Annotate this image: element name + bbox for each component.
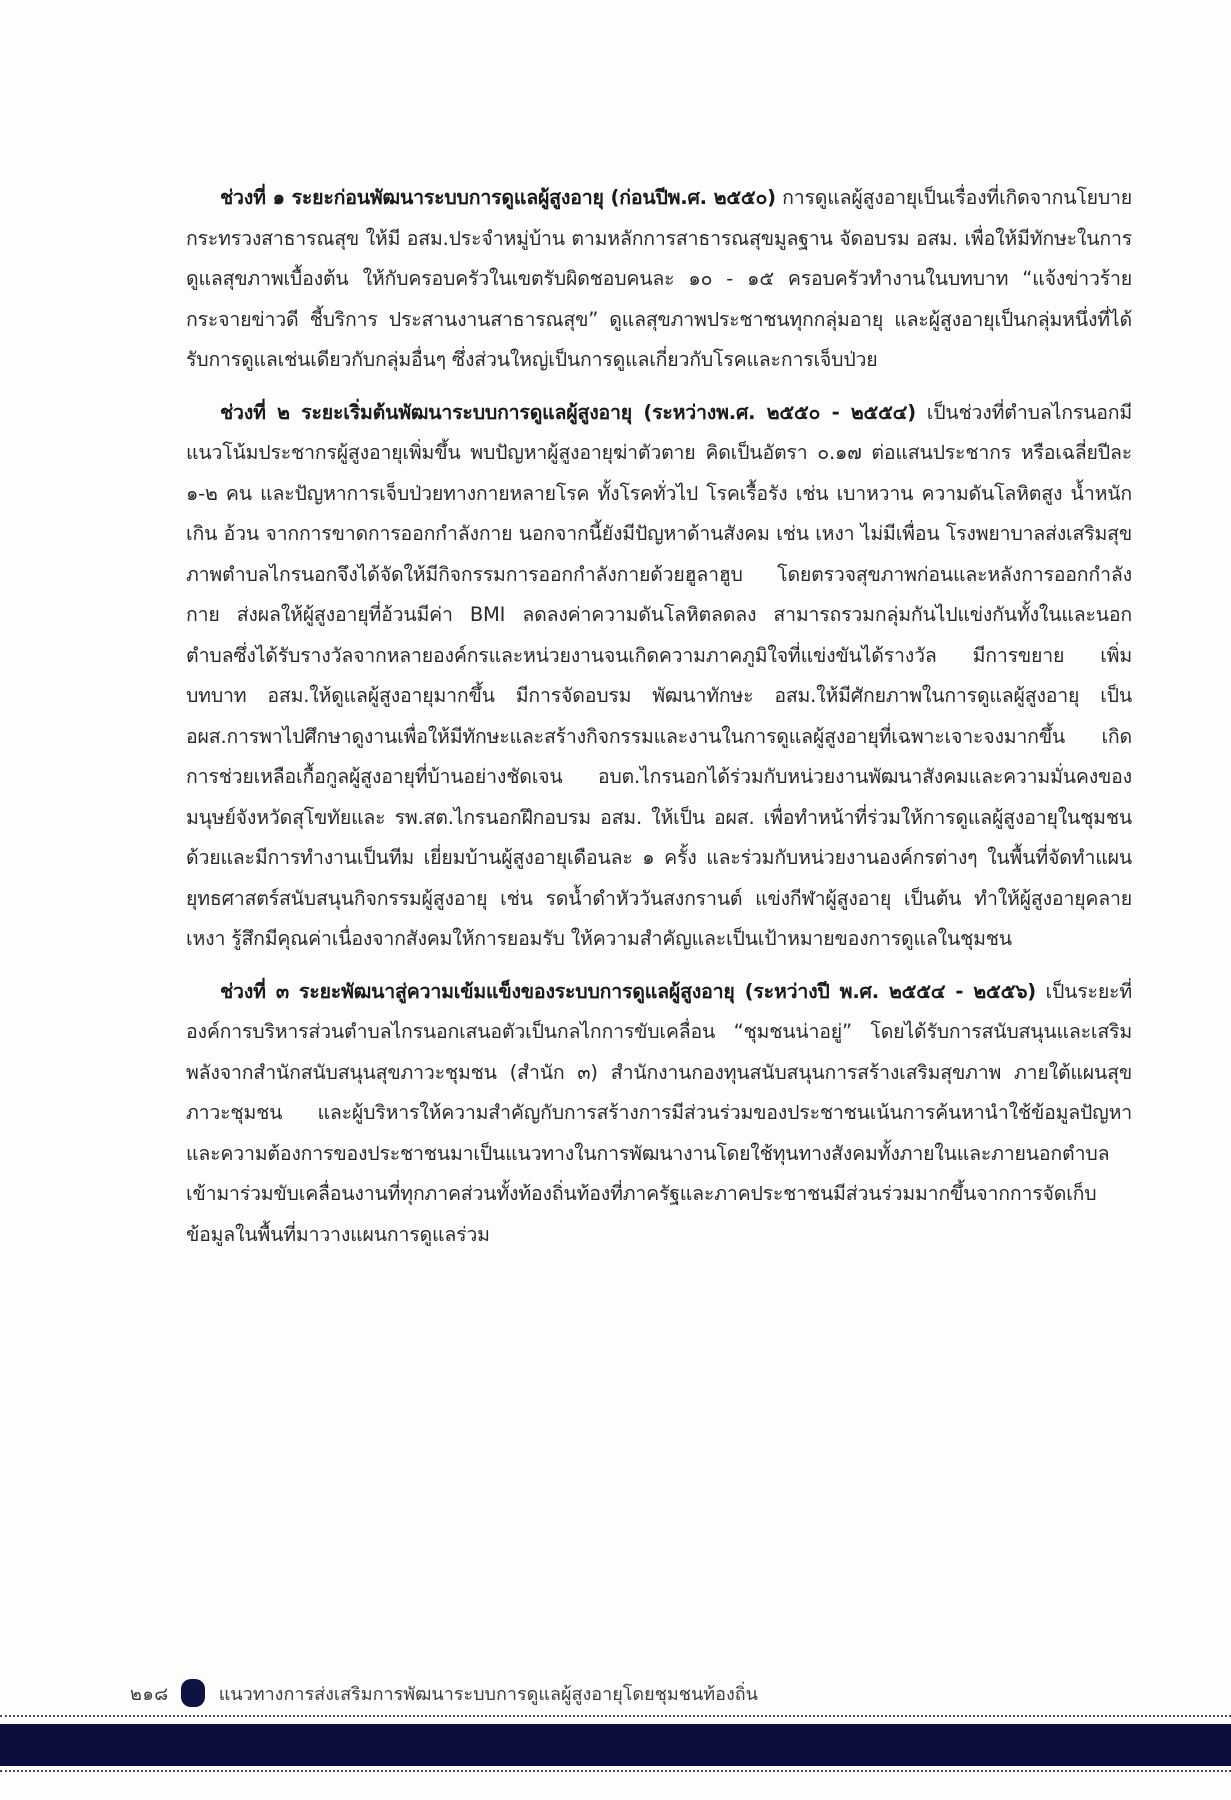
paragraph-text: เป็นช่วงที่ตำบลไกรนอกมีแนวโน้มประชากรผู้สูงอายุเพิ่มขึ้น พบปัญหาผู้สูงอายุฆ่าตัวตาย คิดเป็นอัตรา ๐.๑๗ ต่อแสนประชากร หรือเฉลี่ยปีละ ๑-๒ คน และปัญหาการเจ็บป่วยทางกายหลายโรค ทั้งโรคทั่วไป โรคเรื้อรัง เช่น เบาหวาน ความดันโลหิตสูง น้ำหนักเกิน อ้วน จากการขาดการออกกำลังกาย นอกจากนี้ยังมีปัญหาด้านสังคม เช่น เหงา ไม่มีเพื่อน โรงพยาบาลส่งเสริมสุขภาพตำบลไกรนอกจึงได้จัดให้มีกิจกรรมการออกกำลังกายด้วยฮูลาฮูบ โดยตรวจสุขภาพก่อนและหลังการออกกำลังกาย ส่งผลให้ผู้สูงอายุที่อ้วนมีค่า BMI ลดลงค่าความดันโลหิตลดลง สามารถรวมกลุ่มกันไปแข่งกันทั้งในและนอกตำบลซึ่งได้รับรางวัลจากหลายองค์กรและหน่วยงานจนเกิดความภาคภูมิใจที่แข่งขันได้รางวัล มีการขยาย เพิ่มบทบาท อสม.ให้ดูแลผู้สูงอายุมากขึ้น มีการจัดอบรม พัฒนาทักษะ อสม.ให้มีศักยภาพในการดูแลผู้สูงอายุ เป็น อผส.การพาไปศึกษาดูงานเพื่อให้มีทักษะและสร้างกิจกรรมและงานในการดูแลผู้สูงอายุที่เฉพาะเจาะจงมากขึ้น เกิดการช่วยเหลือเกื้อกูลผู้สูงอายุที่บ้านอย่างชัดเจน อบต.ไกรนอกได้ร่วมกับหน่วยงานพัฒนาสังคมและความมั่นคงของมนุษย์จังหวัดสุโขทัยและ รพ.สต.ไกรนอกฝึกอบรม อสม. ให้เป็น อผส. เพื่อทำหน้าที่ร่วมให้การดูแลผู้สูงอายุในชุมชน ด้วยและมีการทำงานเป็นทีม เยี่ยมบ้านผู้สูงอายุเดือนละ ๑ ครั้ง และร่วมกับหน่วยงานองค์กรต่างๆ ในพื้นที่จัดทำแผนยุทธศาสตร์สนับสนุนกิจกรรมผู้สูงอายุ เช่น รดน้ำดำหัววันสงกรานต์ แข่งกีฬาผู้สูงอายุ เป็นต้น ทำให้ผู้สูงอายุคลายเหงา รู้สึกมีคุณค่าเนื่องจากสังคมให้การยอมรับ ให้ความสำคัญและเป็นเป้าหมายของการดูแลในชุมชน xyxy=(186,400,1132,950)
paragraph-period-2 xyxy=(186,393,1132,960)
paragraph-heading: ช่วงที่ ๒ ระยะเริ่มต้นพัฒนาระบบการดูแลผู้สูงอายุ (ระหว่างพ.ศ. ๒๕๕๐ - ๒๕๕๔) xyxy=(220,400,916,424)
running-title: แนวทางการส่งเสริมการพัฒนาระบบการดูแลผู้สูงอายุโดยชุมชนท้องถิ่น xyxy=(218,1683,758,1705)
page-footer xyxy=(130,1678,758,1708)
paragraph-heading: ช่วงที่ ๓ ระยะพัฒนาสู่ความเข้มแข็งของระบบการดูแลผู้สูงอายุ (ระหว่างปี พ.ศ. ๒๕๕๔ - ๒๕๕๖) xyxy=(220,979,1037,1003)
document-body xyxy=(186,178,1132,1255)
paragraph-period-1 xyxy=(186,178,1132,381)
paragraph-heading: ช่วงที่ ๑ ระยะก่อนพัฒนาระบบการดูแลผู้สูงอายุ (ก่อนปีพ.ศ. ๒๕๕๐) xyxy=(220,186,776,209)
footer-color-band xyxy=(0,1724,1231,1766)
paragraph-text: การดูแลผู้สูงอายุเป็นเรื่องที่เกิดจากนโยบายกระทรวงสาธารณสุข ให้มี อสม.ประจำหมู่บ้าน ตามหลักการสาธารณสุขมูลฐาน จัดอบรม อสม. เพื่อให้มีทักษะในการดูแลสุขภาพเบื้องต้น ให้กับครอบครัวในเขตรับผิดชอบคนละ ๑๐ - ๑๕ ครอบครัวทำงานในบทบาท “แจ้งข่าวร้าย กระจายข่าวดี ชี้บริการ ประสานงานสาธารณสุข” ดูแลสุขภาพประชาชนทุกกลุ่มอายุ และผู้สูงอายุเป็นกลุ่มหนึ่งที่ได้รับการดูแลเช่นเดียวกับกลุ่มอื่นๆ ซึ่งส่วนใหญ่เป็นการดูแลเกี่ยวกับโรคและการเจ็บป่วย xyxy=(186,186,1132,371)
footer-bullet-icon xyxy=(181,1679,205,1707)
page-number: ๒๑๘ xyxy=(130,1683,169,1705)
footer-dotted-divider-bottom xyxy=(0,1770,1231,1772)
footer-dotted-divider-top xyxy=(0,1715,1231,1717)
paragraph-text: เป็นระยะที่องค์การบริหารส่วนตำบลไกรนอกเสนอตัวเป็นกลไกการขับเคลื่อน “ชุมชนน่าอยู่” โดยได้รับการสนับสนุนและเสริมพลังจากสำนักสนับสนุนสุขภาวะชุมชน (สำนัก ๓) สำนักงานกองทุนสนับสนุนการสร้างเสริมสุขภาพ ภายใต้แผนสุขภาวะชุมชน และผู้บริหารให้ความสำคัญกับการสร้างการมีส่วนร่วมของประชาชนเน้นการค้นหานำใช้ข้อมูลปัญหาและความต้องการของประชาชนมาเป็นแนวทางในการพัฒนางานโดยใช้ทุนทางสังคมทั้งภายในและภายนอกตำบลเข้ามาร่วมขับเคลื่อนงานที่ทุกภาคส่วนทั้งท้องถิ่นท้องที่ภาครัฐและภาคประชาชนมีส่วนร่วมมากขึ้นจากการจัดเก็บข้อมูลในพื้นที่มาวางแผนการดูแลร่วม xyxy=(186,979,1132,1246)
paragraph-period-3 xyxy=(186,972,1132,1256)
